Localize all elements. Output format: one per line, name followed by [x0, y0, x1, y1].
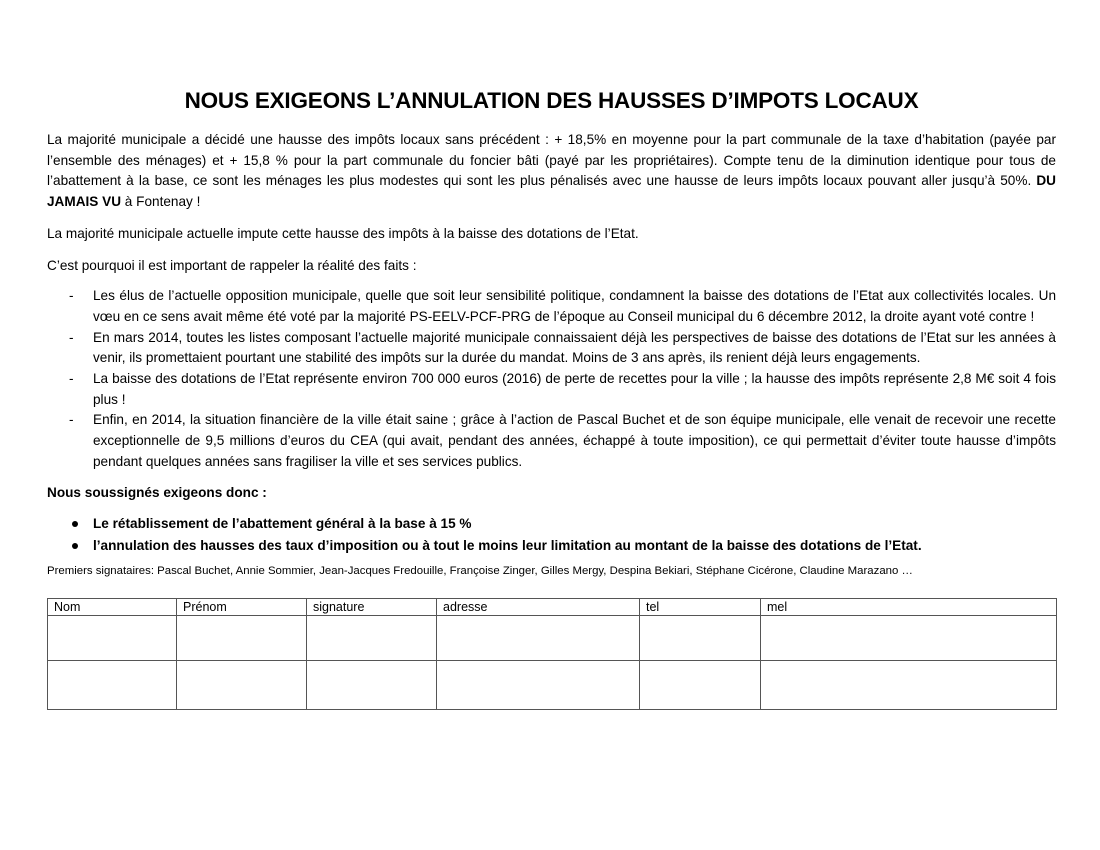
column-header-signature: signature — [307, 599, 437, 616]
intro-text: La majorité municipale a décidé une hausse des impôts locaux sans précédent : + 18,5% en moyenne pour la part communale de la taxe d’habitation (payée par l’ensemble des ménages) et + 15,8 % pour la part communale du foncier bâti (payé par les propriétaires). Compte tenu de la diminution identique pour tous de l’abattement à la base, ce sont les ménages les plus modestes qui sont les plus pénalisés avec une hausse de leurs impôts locaux pouvant aller jusqu’à 50%. — [47, 132, 1056, 189]
fact-item — [47, 369, 1056, 410]
demand-item — [47, 513, 1056, 535]
empty-cell — [761, 661, 1057, 710]
empty-cell — [437, 616, 640, 661]
fact-text: En mars 2014, toutes les listes composant l’actuelle majorité municipale connaissaient déjà les perspectives de baisse des dotations de l’Etat sur les années à venir, ils promettaient pourtant une stabilité des impôts sur la durée du mandat. Moins de 3 ans après, ils renient déjà leurs engagements. — [93, 329, 1056, 366]
dash-marker: - — [69, 371, 74, 387]
empty-cell — [48, 661, 177, 710]
dash-marker: - — [69, 412, 74, 428]
demand-text: l’annulation des hausses des taux d’imposition ou à tout le moins leur limitation au montant de la baisse des dotations de l’Etat. — [93, 537, 922, 553]
empty-cell — [437, 661, 640, 710]
table-row — [48, 616, 1057, 661]
column-header-nom: Nom — [48, 599, 177, 616]
fact-text: Les élus de l’actuelle opposition municipale, quelle que soit leur sensibilité politique, condamnent la baisse des dotations de l’Etat aux collectivités locales. Un vœu en ce sens avait même été voté par la majorité PS-EELV-PCF-PRG de l’époque au Conseil municipal du 6 décembre 2012, la droite ayant voté contre ! — [93, 288, 1056, 324]
fact-item — [47, 410, 1056, 472]
empty-cell — [177, 661, 307, 710]
demand-item — [47, 535, 1056, 557]
intro-emphasis: DU JAMAIS VU — [47, 173, 1056, 210]
empty-cell — [48, 616, 177, 661]
empty-cell — [640, 616, 761, 661]
empty-cell — [177, 616, 307, 661]
page-title: NOUS EXIGEONS L’ANNULATION DES HAUSSES D’IMPOTS LOCAUX — [184, 88, 919, 113]
column-header-adresse: adresse — [437, 599, 640, 616]
empty-cell — [307, 616, 437, 661]
paragraph-state-dotations: La majorité municipale actuelle impute cette hausse des impôts à la baisse des dotations de l’Etat. — [47, 225, 639, 241]
empty-cell — [761, 616, 1057, 661]
fact-item — [47, 286, 1056, 327]
intro-tail: à Fontenay ! — [121, 194, 201, 210]
table-row — [48, 661, 1057, 710]
fact-text: Enfin, en 2014, la situation financière de la ville était saine ; grâce à l’action de Pascal Buchet et de son équipe municipale, elle venait de recevoir une recette exceptionnelle de 9,5 millions d’euros du CEA (qui avait, pendant des années, échappé à toute imposition), ce qui permettait d’éviter toute hausse d’impôts pendant quelques années sans fragiliser la ville et ses services publics. — [93, 412, 1056, 469]
demand-text: Le rétablissement de l’abattement général à la base à 15 % — [93, 516, 472, 532]
empty-cell — [307, 661, 437, 710]
intro-paragraph — [47, 130, 1056, 213]
paragraph-facts-intro: C’est pourquoi il est important de rappeler la réalité des faits : — [47, 257, 417, 273]
petition-page — [47, 86, 1056, 710]
first-signatories: Premiers signataires: Pascal Buchet, Annie Sommier, Jean-Jacques Fredouille, Françoise Zinger, Gilles Mergy, Despina Bekiari, Stéphane Cicérone, Claudine Marazano … — [47, 565, 913, 578]
bullet-icon — [72, 521, 78, 527]
dash-marker: - — [69, 288, 74, 304]
bullet-icon — [72, 543, 78, 549]
signature-table — [47, 598, 1057, 710]
column-header-tel: tel — [640, 599, 761, 616]
fact-item — [47, 328, 1056, 369]
facts-list — [47, 286, 1056, 472]
column-header-prenom: Prénom — [177, 599, 307, 616]
demands-heading: Nous soussignés exigeons donc : — [47, 484, 267, 500]
fact-text: La baisse des dotations de l’Etat représente environ 700 000 euros (2016) de perte de recettes pour la ville ; la hausse des impôts représente 2,8 M€ soit 4 fois plus ! — [93, 371, 1056, 407]
empty-cell — [640, 661, 761, 710]
column-header-mel: mel — [761, 599, 1057, 616]
dash-marker: - — [69, 329, 74, 345]
table-header-row — [48, 599, 1057, 616]
demands-list — [47, 513, 1056, 556]
